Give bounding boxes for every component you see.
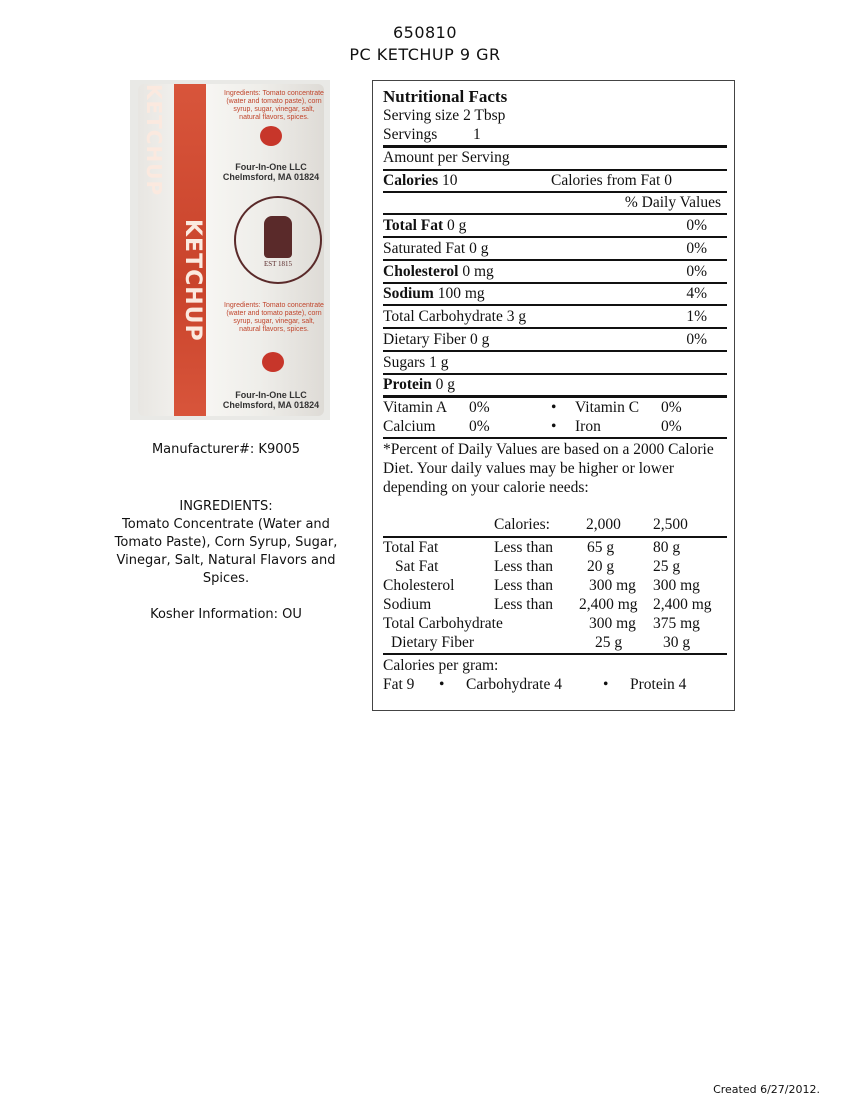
ingredients-text [90, 516, 362, 588]
sodium-label: Sodium [383, 285, 434, 302]
bullet: • [551, 418, 557, 435]
dv-v2: 2,400 mg [653, 596, 712, 613]
tomato-icon [262, 352, 284, 372]
dv-v1: 65 g [587, 539, 615, 556]
product-photo [130, 80, 330, 420]
sugars-label: Sugars 1 g [383, 354, 449, 371]
cal-per-gram-row [383, 675, 727, 696]
calories-label: Calories [383, 172, 439, 189]
divider [383, 327, 727, 329]
cal-per-gram-fat: Fat 9 [383, 676, 415, 693]
total-fat-pct: 0% [686, 217, 707, 234]
packet-brand-text-2: KETCHUP [180, 219, 205, 342]
divider [383, 350, 727, 352]
dv-v1: 2,400 mg [579, 596, 638, 613]
ingredients-line: Spices. [202, 571, 250, 586]
packet-city-bottom: Chelmsford, MA 01824 [222, 400, 320, 410]
total-fat-label: Total Fat [383, 217, 444, 234]
iron-label: Iron [575, 418, 601, 435]
footnote: *Percent of Daily Values are based on a 2000 Calorie Diet. Your daily values may be higher or lower depending on your calorie needs: [383, 441, 714, 496]
vitamin-a-value: 0% [469, 399, 490, 416]
divider [383, 437, 727, 439]
dv-cond: Less than [494, 596, 553, 613]
divider [383, 259, 727, 261]
dv-table-row [383, 557, 727, 578]
dv-table-row [383, 633, 727, 654]
dv-cond: Less than [494, 577, 553, 594]
fiber-label: Dietary Fiber 0 g [383, 331, 490, 348]
dv-cond: Less than [494, 539, 553, 556]
cal-per-gram-label: Calories per gram: [383, 657, 499, 674]
nutrition-title: Nutritional Facts [383, 87, 508, 106]
sugars-row [383, 353, 727, 374]
dv-table-calories-label: Calories: [494, 516, 550, 533]
cholesterol-row [383, 262, 727, 283]
packet-company-bottom: Four-In-One LLC [235, 390, 307, 400]
divider [383, 213, 727, 215]
fiber-pct: 0% [686, 331, 707, 348]
dv-cond: Less than [494, 558, 553, 575]
ketchup-packet [138, 84, 324, 416]
kosher-info: Kosher Information: OU [150, 607, 302, 622]
cholesterol-label: Cholesterol [383, 263, 459, 280]
dv-table-2500: 2,500 [653, 516, 688, 533]
stickney-seal-icon [234, 196, 322, 284]
sat-fat-pct: 0% [686, 240, 707, 257]
dv-table-2000: 2,000 [586, 516, 621, 533]
divider [383, 236, 727, 238]
dv-header-row [383, 193, 727, 214]
vitamin-c-value: 0% [661, 399, 682, 416]
product-code: 650810 [392, 23, 458, 42]
cal-per-gram-protein: Protein 4 [630, 676, 687, 693]
calories-value: 10 [441, 172, 458, 189]
dv-table-row [383, 614, 727, 635]
dv-table-row [383, 538, 727, 559]
fiber-row [383, 330, 727, 351]
vitamin-a-label: Vitamin A [383, 399, 448, 416]
sat-fat-row [383, 239, 727, 260]
calories-row [383, 171, 727, 192]
iron-value: 0% [661, 418, 682, 435]
bullet: • [439, 676, 445, 693]
packet-brand-text: KETCHUP [142, 84, 166, 197]
dv-v2: 25 g [653, 558, 681, 575]
seal-est-text: EST 1815 [263, 260, 293, 268]
dv-name: Sat Fat [395, 558, 439, 575]
carbs-row [383, 307, 727, 328]
dv-v1: 25 g [595, 634, 623, 651]
cholesterol-amount: 0 mg [462, 263, 494, 280]
dv-v2: 375 mg [653, 615, 700, 632]
dv-v1: 300 mg [589, 615, 636, 632]
dv-v2: 300 mg [653, 577, 700, 594]
sodium-row [383, 284, 727, 305]
servings [383, 125, 727, 146]
vitamin-row-2 [383, 417, 727, 438]
ingredients-line: Tomato Concentrate (Water and [122, 517, 330, 532]
calcium-value: 0% [469, 418, 490, 435]
ingredients-line: Tomato Paste), Corn Syrup, Sugar, [114, 535, 338, 550]
carbs-pct: 1% [686, 308, 707, 325]
packet-ingredients-bottom: Ingredients: Tomato concentrate (water and tomato paste), corn syrup, sugar, vinegar, salt, natural flavors, spices. [224, 302, 324, 333]
cholesterol-pct: 0% [686, 263, 707, 280]
dv-table-row [383, 576, 727, 597]
dv-name: Dietary Fiber [391, 634, 475, 651]
serving-size: Serving size 2 Tbsp [383, 107, 506, 124]
created-date: Created 6/27/2012. [713, 1083, 820, 1096]
amount-per-serving: Amount per Serving [383, 149, 510, 166]
bullet: • [603, 676, 609, 693]
cal-per-gram-carb: Carbohydrate 4 [466, 676, 562, 693]
servings-value: 1 [473, 126, 481, 143]
urn-icon [264, 216, 292, 258]
calories-from-fat: Calories from Fat 0 [551, 172, 672, 189]
vitamin-c-label: Vitamin C [575, 399, 640, 416]
dv-name: Total Fat [383, 539, 439, 556]
product-title: PC KETCHUP 9 GR [349, 45, 501, 64]
tomato-icon [260, 126, 282, 146]
packet-ingredients-top: Ingredients: Tomato concentrate (water and tomato paste), corn syrup, sugar, vinegar, salt, natural flavors, spices. [224, 90, 324, 121]
protein-row [383, 375, 727, 396]
protein-label: Protein [383, 376, 432, 393]
sat-fat-label: Saturated Fat 0 g [383, 240, 489, 257]
sodium-pct: 4% [686, 285, 707, 302]
servings-label: Servings [383, 126, 438, 143]
divider [383, 304, 727, 306]
dv-v1: 300 mg [589, 577, 636, 594]
ingredients-heading: INGREDIENTS: [179, 499, 273, 514]
ingredients-line: Vinegar, Salt, Natural Flavors and [116, 553, 336, 568]
divider [383, 653, 727, 655]
packet-company-top: Four-In-One LLC [235, 162, 307, 172]
dv-name: Total Carbohydrate [383, 615, 503, 632]
dv-table-header [383, 515, 727, 536]
dv-v1: 20 g [587, 558, 615, 575]
nutrition-facts-panel [372, 80, 735, 711]
carbs-label: Total Carbohydrate 3 g [383, 308, 527, 325]
dv-name: Cholesterol [383, 577, 455, 594]
manufacturer-number: Manufacturer#: K9005 [151, 442, 301, 457]
vitamin-row-1 [383, 398, 727, 419]
bullet: • [551, 399, 557, 416]
sodium-amount: 100 mg [437, 285, 485, 302]
calcium-label: Calcium [383, 418, 436, 435]
total-fat-row [383, 216, 727, 237]
protein-amount: 0 g [435, 376, 456, 393]
dv-v2: 30 g [663, 634, 691, 651]
total-fat-amount: 0 g [447, 217, 467, 234]
dv-header: % Daily Values [624, 194, 721, 211]
dv-name: Sodium [383, 596, 432, 613]
dv-v2: 80 g [653, 539, 681, 556]
packet-city-top: Chelmsford, MA 01824 [222, 172, 320, 182]
dv-table-row [383, 595, 727, 616]
